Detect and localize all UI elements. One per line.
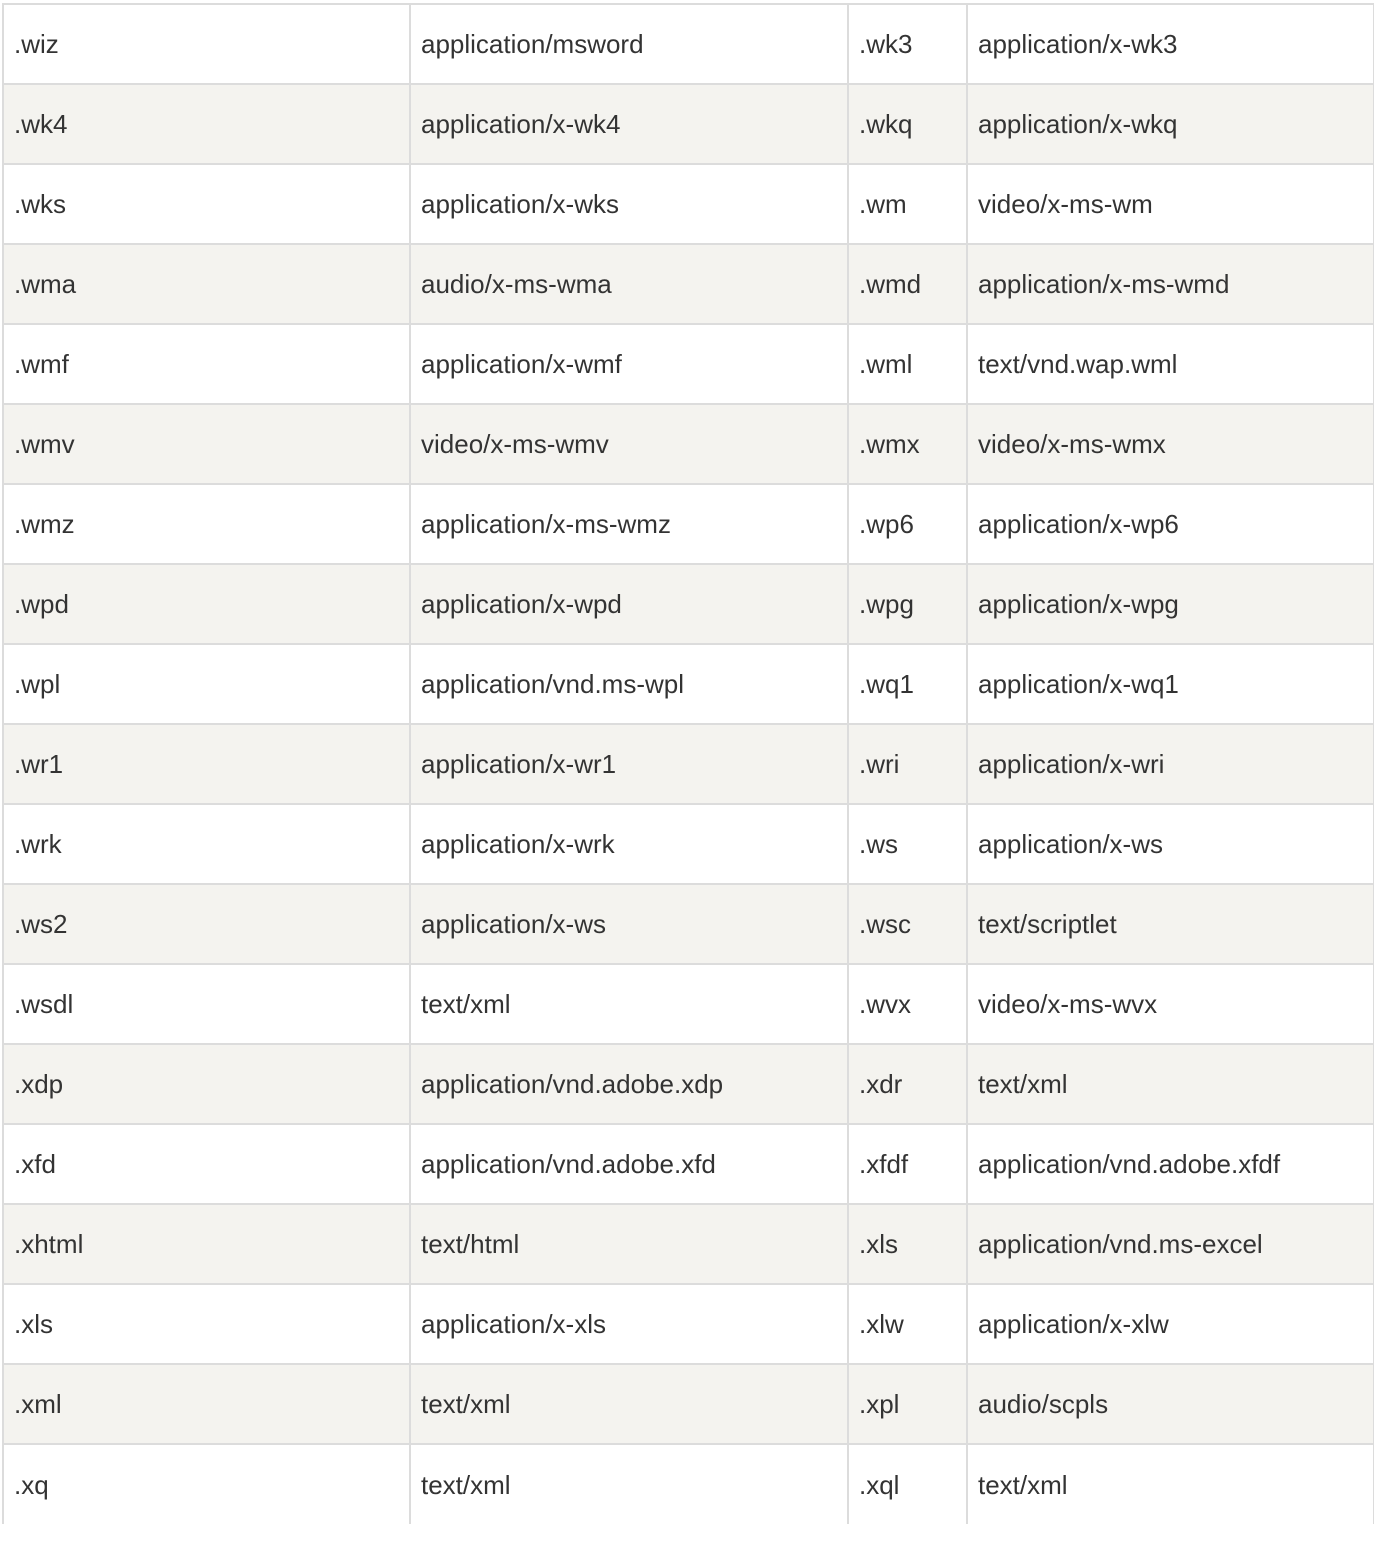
mime-type-cell: application/x-wrk: [410, 804, 848, 884]
extension-cell: .wp6: [848, 484, 967, 564]
extension-cell: .wpl: [3, 644, 410, 724]
mime-type-cell: text/xml: [410, 1364, 848, 1444]
mime-type-cell: application/x-wp6: [967, 484, 1374, 564]
table-row: [3, 804, 1374, 884]
extension-cell: .wm: [848, 164, 967, 244]
mime-type-cell: application/x-wpg: [967, 564, 1374, 644]
table-row: [3, 1364, 1374, 1444]
mime-type-cell: application/x-wq1: [967, 644, 1374, 724]
mime-type-cell: text/html: [410, 1204, 848, 1284]
mime-type-cell: application/vnd.ms-excel: [967, 1204, 1374, 1284]
table-row: [3, 964, 1374, 1044]
mime-type-cell: text/xml: [967, 1444, 1374, 1524]
extension-cell: .wsc: [848, 884, 967, 964]
mime-type-cell: application/x-wpd: [410, 564, 848, 644]
mime-type-cell: video/x-ms-wmx: [967, 404, 1374, 484]
mime-type-cell: video/x-ms-wvx: [967, 964, 1374, 1044]
extension-cell: .wvx: [848, 964, 967, 1044]
extension-cell: .xlw: [848, 1284, 967, 1364]
mime-type-cell: application/x-ws: [967, 804, 1374, 884]
mime-type-cell: application/x-ms-wmd: [967, 244, 1374, 324]
table-row: [3, 884, 1374, 964]
extension-cell: .xml: [3, 1364, 410, 1444]
table-row: [3, 484, 1374, 564]
extension-cell: .wpg: [848, 564, 967, 644]
table-row: [3, 564, 1374, 644]
extension-cell: .wmx: [848, 404, 967, 484]
table-row: [3, 1444, 1374, 1524]
mime-type-cell: video/x-ms-wm: [967, 164, 1374, 244]
mime-type-cell: audio/x-ms-wma: [410, 244, 848, 324]
extension-cell: .xql: [848, 1444, 967, 1524]
mime-type-cell: application/vnd.adobe.xfdf: [967, 1124, 1374, 1204]
mime-type-cell: application/x-wkq: [967, 84, 1374, 164]
extension-cell: .wmf: [3, 324, 410, 404]
mime-type-cell: video/x-ms-wmv: [410, 404, 848, 484]
extension-cell: .wmz: [3, 484, 410, 564]
table-row: [3, 1284, 1374, 1364]
mime-type-cell: application/x-wk4: [410, 84, 848, 164]
table-row: [3, 1044, 1374, 1124]
mime-type-cell: text/vnd.wap.wml: [967, 324, 1374, 404]
mime-type-cell: text/xml: [410, 1444, 848, 1524]
table-row: [3, 724, 1374, 804]
extension-cell: .wks: [3, 164, 410, 244]
table-row: [3, 324, 1374, 404]
extension-cell: .xpl: [848, 1364, 967, 1444]
mime-type-cell: application/x-wr1: [410, 724, 848, 804]
extension-cell: .wiz: [3, 4, 410, 84]
extension-cell: .wma: [3, 244, 410, 324]
extension-cell: .ws: [848, 804, 967, 884]
mime-type-cell: text/scriptlet: [967, 884, 1374, 964]
extension-cell: .wkq: [848, 84, 967, 164]
extension-cell: .xfd: [3, 1124, 410, 1204]
table-row: [3, 4, 1374, 84]
extension-cell: .wml: [848, 324, 967, 404]
mime-type-cell: application/msword: [410, 4, 848, 84]
mime-type-table: [2, 3, 1374, 1524]
extension-cell: .xhtml: [3, 1204, 410, 1284]
table-row: [3, 404, 1374, 484]
extension-cell: .ws2: [3, 884, 410, 964]
mime-type-cell: application/x-wk3: [967, 4, 1374, 84]
extension-cell: .wk3: [848, 4, 967, 84]
mime-type-cell: text/xml: [410, 964, 848, 1044]
extension-cell: .wk4: [3, 84, 410, 164]
extension-cell: .wsdl: [3, 964, 410, 1044]
table-row: [3, 84, 1374, 164]
extension-cell: .wmd: [848, 244, 967, 324]
table-row: [3, 244, 1374, 324]
extension-cell: .wri: [848, 724, 967, 804]
extension-cell: .wpd: [3, 564, 410, 644]
extension-cell: .wmv: [3, 404, 410, 484]
table-row: [3, 164, 1374, 244]
table-row: [3, 644, 1374, 724]
mime-type-cell: application/x-wri: [967, 724, 1374, 804]
table-row: [3, 1204, 1374, 1284]
mime-type-cell: application/x-ms-wmz: [410, 484, 848, 564]
extension-cell: .wr1: [3, 724, 410, 804]
extension-cell: .wrk: [3, 804, 410, 884]
mime-type-cell: application/x-xls: [410, 1284, 848, 1364]
table-row: [3, 1124, 1374, 1204]
mime-type-cell: application/x-wks: [410, 164, 848, 244]
extension-cell: .xq: [3, 1444, 410, 1524]
extension-cell: .xls: [848, 1204, 967, 1284]
mime-type-cell: text/xml: [967, 1044, 1374, 1124]
mime-type-cell: application/x-xlw: [967, 1284, 1374, 1364]
extension-cell: .wq1: [848, 644, 967, 724]
mime-type-cell: application/vnd.adobe.xdp: [410, 1044, 848, 1124]
mime-type-table-body: [3, 4, 1374, 1524]
mime-type-cell: application/x-ws: [410, 884, 848, 964]
mime-type-cell: application/vnd.adobe.xfd: [410, 1124, 848, 1204]
mime-type-cell: application/vnd.ms-wpl: [410, 644, 848, 724]
extension-cell: .xdp: [3, 1044, 410, 1124]
mime-type-cell: application/x-wmf: [410, 324, 848, 404]
extension-cell: .xdr: [848, 1044, 967, 1124]
extension-cell: .xfdf: [848, 1124, 967, 1204]
mime-type-cell: audio/scpls: [967, 1364, 1374, 1444]
extension-cell: .xls: [3, 1284, 410, 1364]
